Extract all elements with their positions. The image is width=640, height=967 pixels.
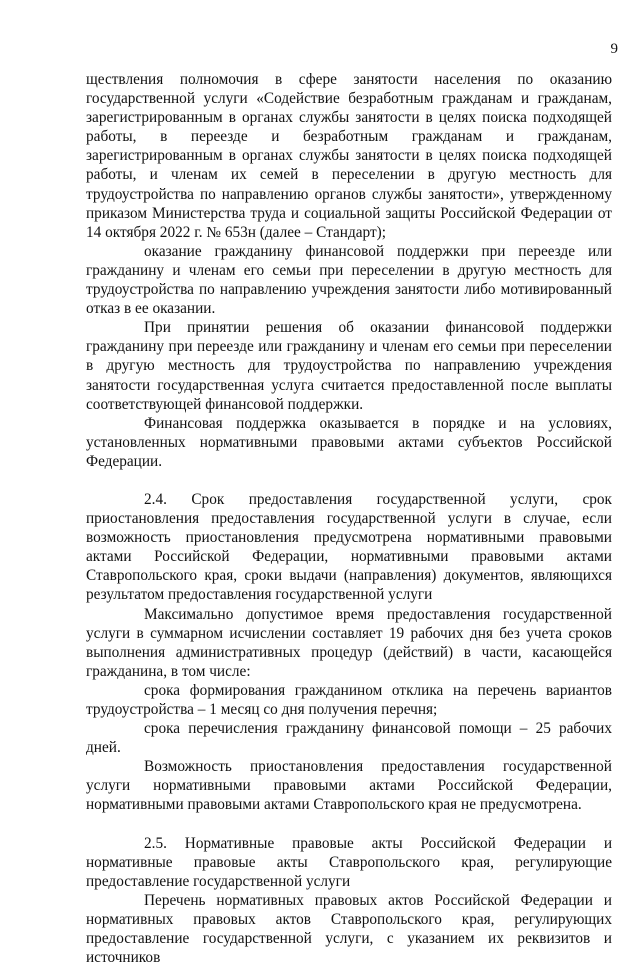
document-body bbox=[86, 70, 612, 967]
paragraph-suspension: Возможность приостановления предоставления государственной услуги нормативными правовыми актами Российской Федерации, нормативными правовыми актами Ставропольского края не предусмотрена. bbox=[86, 758, 612, 814]
paragraph-legal-acts-list: Перечень нормативных правовых актов Российской Федерации и нормативных правовых актов Ставропольского края, регулирующих предоставление государственной услуги, с указанием их реквизитов и источников bbox=[86, 891, 612, 967]
paragraph-max-time: Максимально допустимое время предоставления государственной услуги в суммарном исчислении составляет 19 рабочих дня без учета сроков выполнения административных процедур (действий) в части, касающейся гражданина, в том числе: bbox=[86, 605, 612, 680]
paragraph-financial-support-result: оказание гражданину финансовой поддержки при переезде или гражданину и членам его семьи при переселении в другую местность для трудоустройства по направлению учреждения занятости либо мотивированный отказ в ее оказании. bbox=[86, 242, 612, 318]
section-heading-2-4: 2.4. Срок предоставления государственной услуги, срок приостановления предоставления государственной услуги в случае, если возможность приостановления предусмотрена нормативными правовыми актами Российской Федерации, нормативными правовыми актами Ставропольского края, сроки выдачи (направления) документов, являющихся результатом предоставления государственной услуги bbox=[86, 490, 612, 604]
page-number: 9 bbox=[610, 41, 618, 57]
paragraph-service-completion: При принятии решения об оказании финансовой поддержки гражданину при переезде или гражданину и членам его семьи при переселении в другую местность для трудоустройства по направлению учреждения занятости государственная услуга считается предоставленной после выплаты соответствующей финансовой поддержки. bbox=[86, 319, 612, 413]
list-item-response-term: срока формирования гражданином отклика на перечень вариантов трудоустройства – 1 месяц со дня получения перечня; bbox=[86, 681, 612, 718]
paragraph-financial-support-terms: Финансовая поддержка оказывается в порядке и на условиях, установленных нормативными правовыми актами субъектов Российской Федерации. bbox=[86, 414, 612, 470]
section-heading-2-5: 2.5. Нормативные правовые акты Российской Федерации и нормативные правовые акты Ставропольского края, регулирующие предоставление государственной услуги bbox=[86, 834, 612, 890]
list-item-payment-term: срока перечисления гражданину финансовой помощи – 25 рабочих дней. bbox=[86, 720, 612, 757]
paragraph-standard-reference: ществления полномочия в сфере занятости населения по оказанию государственной услуги «Содействие безработным гражданам и гражданам, зарегистрированным в органах службы занятости в целях поиска подходящей работы, в переезде и безработным гражданам и гражданам, зарегистрированным в органах службы занятости в целях поиска подходящей работы, и членам их семей в переселении в другую местность для трудоустройства по направлению органов службы занятости», утвержденному приказом Министерства труда и социальной защиты Российской Федерации от 14 октября 2022 г. № 653н (далее – Стандарт); bbox=[86, 71, 612, 241]
